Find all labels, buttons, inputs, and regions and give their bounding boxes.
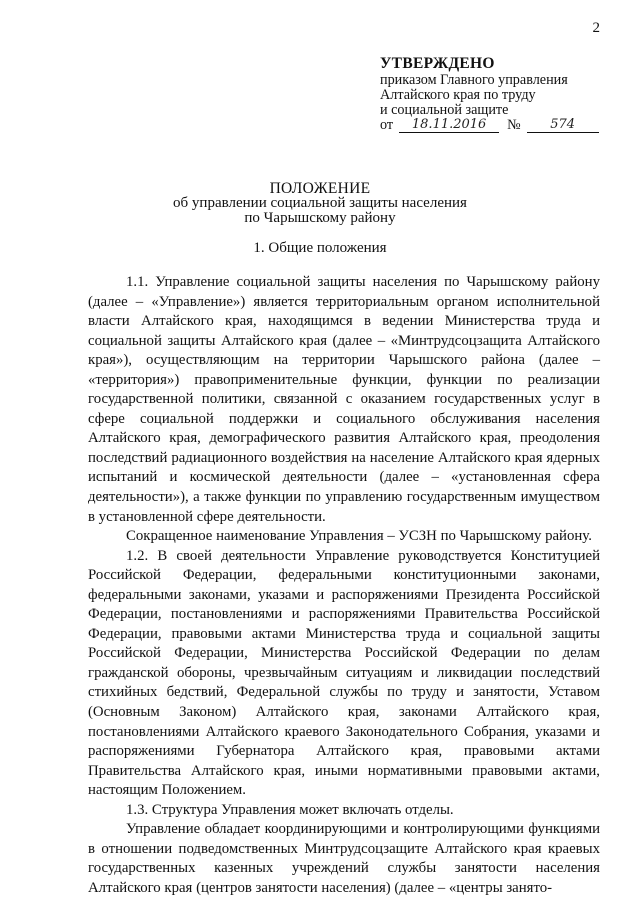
handwritten-date: 18.11.2016 <box>399 118 499 133</box>
approval-line: и социальной защите <box>380 102 509 118</box>
section-heading: 1. Общие положения <box>253 240 387 256</box>
document-title <box>0 181 640 226</box>
paragraph: 1.1. Управление социальной защиты населения по Чарышскому району (далее – «Управление») является территориальным органом исполнительной власти Алтайского края, находящимся в ведении Министерства труда и социальной защиты Алтайского края (далее – «Минтрудсоцзащита Алтайского края»), осуществляющим на территории Чарышского района (далее – «территория») правоприменительные функции, функции по реализации государственной политики, связанной с оказанием государственных услуг в сфере социальной поддержки и социального обслуживания населения Алтайского края, демографического развития Алтайского края, преодоления последствий радиационного воздействия на население Алтайского края ядерных испытаний и космической деятельности (далее – «установленная сфера деятельности»), а также функции по управлению государственным имуществом в установленной сфере деятельности. <box>88 274 600 525</box>
number-sign: № <box>507 117 521 133</box>
approval-stamp <box>380 56 610 133</box>
paragraph: 1.2. В своей деятельности Управление руководствуется Конституцией Российской Федерации, федеральными конституционными законами, федеральными законами, указами и распоряжениями Президента Российской Федерации, постановлениями и распоряжениями Правительства Российской Федерации, правовыми актами Министерства труда и социальной защиты Российской Федерации, Министерства Российской Федерации по делам гражданской обороны, чрезвычайным ситуациям и ликвидации последствий стихийных бедствий, Федеральной службы по труду и занятости, Уставом (Основным Законом) Алтайского края, законами Алтайского края, постановлениями Алтайского краевого Законодательного Собрания, указами и распоряжениями Губернатора Алтайского края, правовыми актами Правительства Алтайского края, иными нормативными правовыми актами, настоящим Положением. <box>88 547 600 799</box>
approval-heading: УТВЕРЖДЕНО <box>380 55 495 72</box>
approval-line: приказом Главного управления <box>380 72 568 88</box>
handwritten-number: 574 <box>527 118 599 133</box>
title-line: по Чарышскому району <box>244 210 396 226</box>
title-main: ПОЛОЖЕНИЕ <box>269 180 371 197</box>
approval-date-line <box>380 118 610 133</box>
page-number: 2 <box>592 20 600 36</box>
paragraph: Сокращенное наименование Управления – УСЗН по Чарышскому району. <box>126 528 592 545</box>
paragraph: 1.3. Структура Управления может включать отделы. <box>126 801 454 818</box>
approval-line: Алтайского края по труду <box>380 87 536 103</box>
document-body <box>88 273 600 899</box>
paragraph: Управление обладает координирующими и контролирующими функциями в отношении подведомственных Минтрудсоцзащите Алтайского края краевых государственных казенных учреждений службы занятости населения Алтайского края (центров занятости населения) (далее – «центры занято- <box>88 821 600 896</box>
date-prefix: от <box>380 117 394 133</box>
title-line: об управлении социальной защиты населения <box>173 195 467 211</box>
